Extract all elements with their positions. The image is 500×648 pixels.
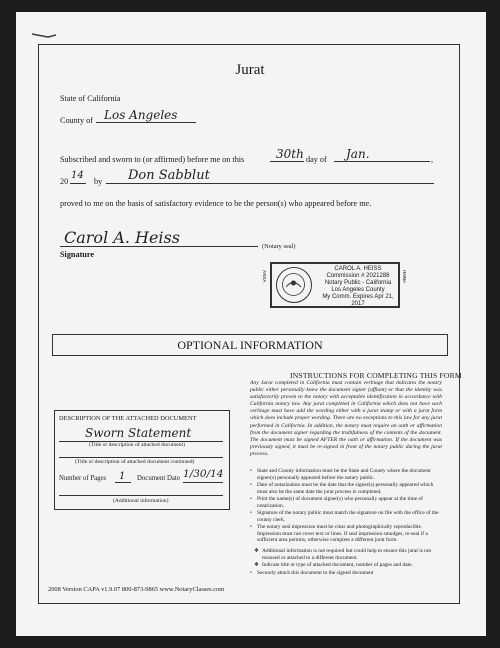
pages-value: 1 [119,471,126,482]
seal-side-right: HNNA [402,270,407,284]
notary-seal-stamp [270,262,400,308]
year-value: 14 [71,170,84,181]
seal-role: Notary Public - California [324,280,392,286]
description-heading: DESCRIPTION OF THE ATTACHED DOCUMENT [59,415,197,422]
title-caption: (Title or description of attached document) [89,442,185,448]
form-title: Jurat [235,62,265,78]
seal-commission: Commission # 2021288 [326,273,390,279]
form-footer: 2008 Version CAPA v1.9.07 800-873-9865 www.NotaryClasses.com [48,586,225,593]
instruction-sub-bullet: ❖ Indicate title or type of attached document, number of pages and date. [254,562,413,568]
signature-label: Signature [60,250,94,259]
description-box [54,410,230,510]
month-field [334,147,430,162]
instruction-bullet: • Signature of the notary public must match the signature on file with the office of the county clerk. [250,510,439,523]
instructions-title: INSTRUCTIONS FOR COMPLETING THIS FORM [290,371,462,380]
continued-caption: (Title or description of attached document continued) [75,459,195,465]
pages-label: Number of Pages [59,475,107,482]
doc-title-field [59,427,223,442]
doc-title-continued-field [59,450,223,458]
instruction-bullet: • Date of notarization must be the date that the signer(s) personally appeared which must also be the same date the jurat process is completed. [250,482,434,495]
period: , [431,155,434,164]
date-field [183,469,223,483]
county-value: Los Angeles [104,108,178,122]
additional-caption: (Additional information) [113,498,169,504]
subscribed-text: Subscribed and sworn to (or affirmed) before me on this [60,155,245,164]
date-label: Document Date [137,475,180,482]
year-field [70,172,86,184]
optional-header: OPTIONAL INFORMATION [52,334,448,356]
seal-county: Los Angeles County [331,287,385,293]
date-value: 1/30/14 [183,468,224,480]
seal-expires: My Comm. Expires Apr 21, 2017 [322,294,394,308]
day-of-label: day of [306,155,327,164]
year-prefix: 20 [60,177,69,186]
additional-field [59,489,223,496]
county-field [96,108,196,123]
day-value: 30th [276,147,304,161]
day-field [270,147,304,162]
signature-line [60,228,258,247]
month-value: Jan. [346,147,370,161]
name-value: Don Sabblut [128,168,210,183]
state-seal-icon [276,267,312,303]
signature-value: Carol A. Heiss [64,228,180,247]
notary-seal-label: (Notary seal) [262,243,296,250]
instruction-bullet: • Securely attach this document to the signed document [250,570,374,576]
state-line: State of California [60,94,121,103]
name-field [106,168,434,184]
instruction-bullet: • The notary seal impression must be clear and photographically reproducible. Impression must not cover text or lines. If seal impression smudges, re-seal if a sufficient area permits, otherwise complete a different jurat form. [250,524,428,544]
instruction-bullet: • State and County information must be the State and County where the document signer(s) personally appeared before the notary public. [250,468,431,481]
seal-name: CAROL A. HEISS [334,266,382,272]
by-label: by [94,177,103,186]
instructions-paragraph: Any Jurat completed in California must contain verbiage that indicates the notary public either personally knew the document signer (affiant) or that the identity was satisfactorily proven to the notary with acceptable identification in accordance with California notary law. Any jurat completed in California which does not have such verbiage must have add the wording either with a jurat stamp or with a jurat form which does include proper wording. There are no exceptions to this law for any jurat performed in California. In addition, the notary must require an oath or affirmation from the document signer regarding the truthfulness of the contents of the document. The document must be signed AFTER the oath or affirmation. If the document was previously signed, it must be re-signed in front of the notary public during the jurat process. [250,380,442,457]
proved-text: proved to me on the basis of satisfactory evidence to be the person(s) who appeared before me. [60,199,372,208]
pages-field [115,472,131,483]
seal-side-left: ANSA [262,270,267,283]
pen-mark [30,28,60,42]
instruction-bullet: • Print the name(s) of document signer(s) who personally appear at the time of notarization. [250,496,423,509]
county-label: County of [60,116,93,125]
instruction-sub-bullet: ❖ Additional information is not required but could help to ensure this jurat is not misused or attached to a different document. [254,548,432,561]
doc-title-value: Sworn Statement [85,426,192,440]
